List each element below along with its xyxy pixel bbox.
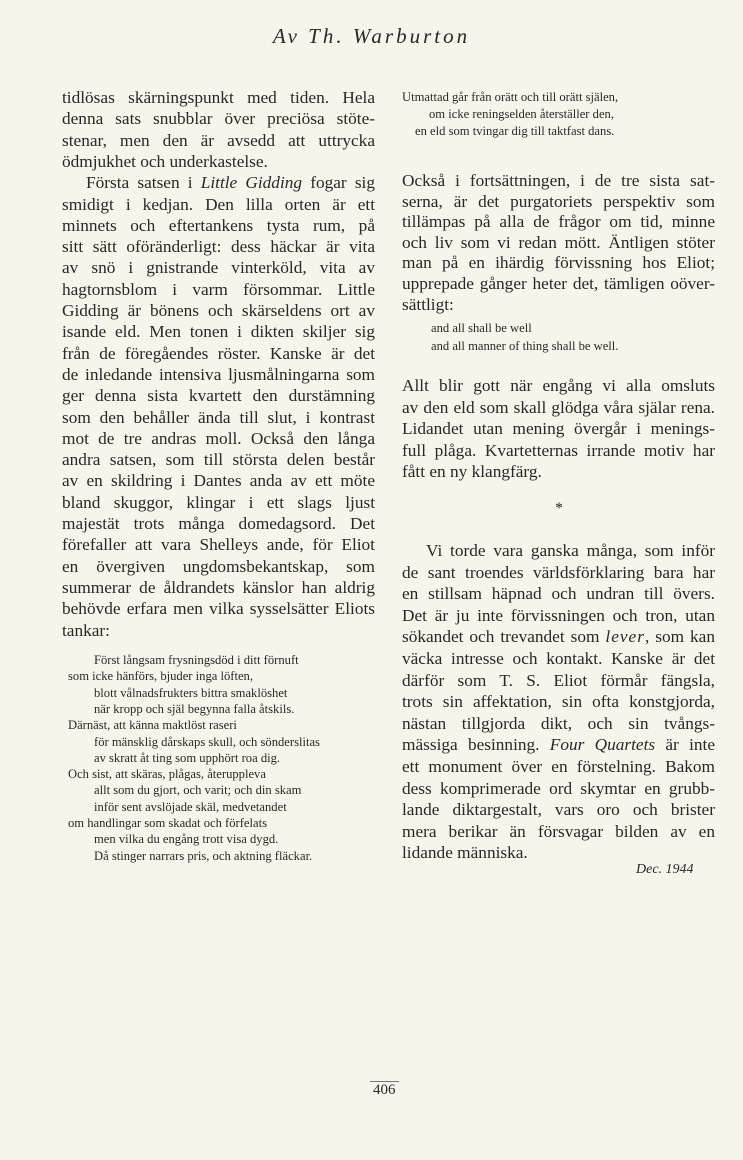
text-line: majestät trots många domedagsord. Det [62, 514, 375, 533]
running-header: Av Th. Warburton [272, 24, 471, 48]
text-line: Allt blir gott när engång vi alla omsluts [402, 376, 715, 395]
poem-line: allt som du gjort, och varit; och din skam [94, 783, 302, 798]
text-line: man på en ihärdig förvissning hos Eliot; [402, 253, 715, 273]
poem-line: för mänsklig dårskaps skull, och sönderslitas [94, 734, 320, 749]
text-line: behövde erfara men vilka sysselsätter Eliots [62, 599, 375, 619]
poem-line: inför sent avslöjade skäl, medvetandet [94, 799, 287, 814]
text-line: Lidandet utan mening övergår i menings- [402, 419, 715, 438]
poem-line: Utmattad går från orätt och till orätt själen, [402, 90, 619, 104]
text-line: Det är ju inte förvissningen och tron, utan [402, 605, 715, 625]
text-line: från de föregåendes röster. Kanske är det [62, 343, 375, 363]
poem-line: om handlingar som skadat och förfelats [68, 816, 267, 830]
text-line: av en skildring i Dantes anda av ett möte [62, 471, 375, 491]
poem-line: Då stinger narrars pris, och aktning fläckar. [94, 848, 313, 863]
page-number: 406 [370, 1081, 399, 1099]
text-line: upprepade gånger heter det, tämligen oöver- [402, 274, 715, 293]
text-line: tidlösas skärningspunkt med tiden. Hela [62, 88, 375, 107]
text-line: ett monument över en förstelning. Bakom [402, 757, 715, 776]
text-line: av den eld som skall glödga våra själar rena. [402, 397, 715, 417]
text-line: Också i fortsättningen, i de tre sista sat- [402, 171, 715, 190]
text-line: och liv som vi redan mött. Äntligen stöter [402, 232, 715, 252]
text-line: de sant troendes världsförklaring bara har [402, 562, 715, 582]
poem-line: när kropp och själ begynna falla åtskils. [94, 701, 295, 716]
poem-line: Och sist, att skäras, plågas, återuppleva [68, 767, 266, 782]
text-line: sättligt: [402, 294, 454, 314]
text-line: fått en ny klangfärg. [402, 462, 542, 481]
text-line: dess komprimerade ord skymtar en grubb- [402, 778, 715, 798]
poem-line: en eld som tvingar dig till taktfast dans. [415, 124, 615, 138]
text-line: som den behåller ända till slut, i kontrast [62, 407, 375, 427]
section-separator: * [555, 500, 563, 517]
poem-line: som icke hänförs, bjuder inga löften, [68, 669, 254, 684]
text-line: lidande människa. [402, 843, 528, 863]
text-line: Vi torde vara ganska många, som inför [426, 541, 715, 560]
text-line: stenar, men den är avsedd att uttrycka [62, 130, 375, 150]
text-line: isande eld. Men tonen i dikten skiljer sig [62, 322, 375, 342]
text-line: bland skuggor, klingar i ett slags ljust [62, 492, 375, 512]
poem-line: av skratt åt ting som upphört roa dig. [94, 750, 281, 765]
text-line: denna sats snubblar över preciösa stöte- [62, 109, 375, 129]
text-line: en övergiven ungdomsbekantskap, som [62, 556, 375, 576]
text-line: de inledande intensiva ljusmålningarna som [62, 364, 375, 384]
text-line: ger denna sista kvartett den durstämning [62, 386, 375, 406]
text-line: ödmjukhet och underkastelse. [62, 151, 268, 171]
text-line: serna, är det purgatoriets perspektiv som [402, 191, 715, 211]
date-signature: Dec. 1944 [636, 862, 694, 877]
text-line: hagtornsblom i varm försommar. Little [62, 279, 375, 299]
text-line: minnets och eftertankens tysta rum, på [62, 215, 375, 235]
poem-line: and all manner of thing shall be well. [431, 339, 619, 353]
text-line: mässiga besinning. Four Quartets är inte [402, 735, 715, 755]
text-line: andra satsen, som till största delen består [62, 450, 375, 470]
text-line: sökandet och trevandet som lever, som kan [402, 627, 715, 647]
text-line: tankar: [62, 620, 110, 640]
poem-line: Därnäst, att känna maktlöst raseri [68, 718, 237, 733]
poem-line: men vilka du engång trott visa dygd. [94, 832, 279, 847]
text-line: därför som T. S. Eliot förmår fängsla, [402, 670, 715, 690]
text-line: förefaller att vara Shelleys ande, för Eliot [62, 535, 375, 555]
text-line: nästan tillgjorda dikt, och sin tvångs- [402, 713, 715, 733]
text-line: summerar de åldrandets känslor han aldrig [62, 577, 375, 597]
text-line: smidigt i kedjan. Den lilla orten är ett [62, 194, 375, 214]
poem-line: blott vålnadsfrukters bittra smaklöshet [94, 685, 288, 700]
text-line: sitt sätt oföränderligt: dess häckar är vita [62, 237, 375, 257]
poem-line: om icke reningselden återställer den, [429, 107, 614, 121]
text-line: väcka intresse och kontakt. Kanske är det [402, 649, 715, 668]
poem-line: Först långsam frysningsdöd i ditt förnuft [94, 653, 299, 667]
text-line: Gidding är bönens och skärseldens ort av [62, 301, 375, 320]
text-line: full plåga. Kvartetternas irrande motiv har [402, 440, 715, 460]
text-line: mera berikar än försvagar bilden av en [402, 821, 715, 841]
text-line: mot de tre andras moll. Också den långa [62, 428, 375, 448]
poem-line: and all shall be well [431, 321, 532, 335]
text-line: tillämpas på alla de frågor om tid, minne [402, 212, 715, 232]
text-line: trots sin affektation, sin ofta konstgjorda, [402, 692, 715, 712]
text-line: en stillsam häpnad och undran till övers. [402, 584, 715, 604]
text-line: av snö i gnistrande vinterköld, vita av [62, 258, 375, 278]
text-line: lande diktargestalt, vars oro och brister [402, 800, 715, 820]
text-line: Första satsen i Little Gidding fogar sig [86, 173, 375, 193]
